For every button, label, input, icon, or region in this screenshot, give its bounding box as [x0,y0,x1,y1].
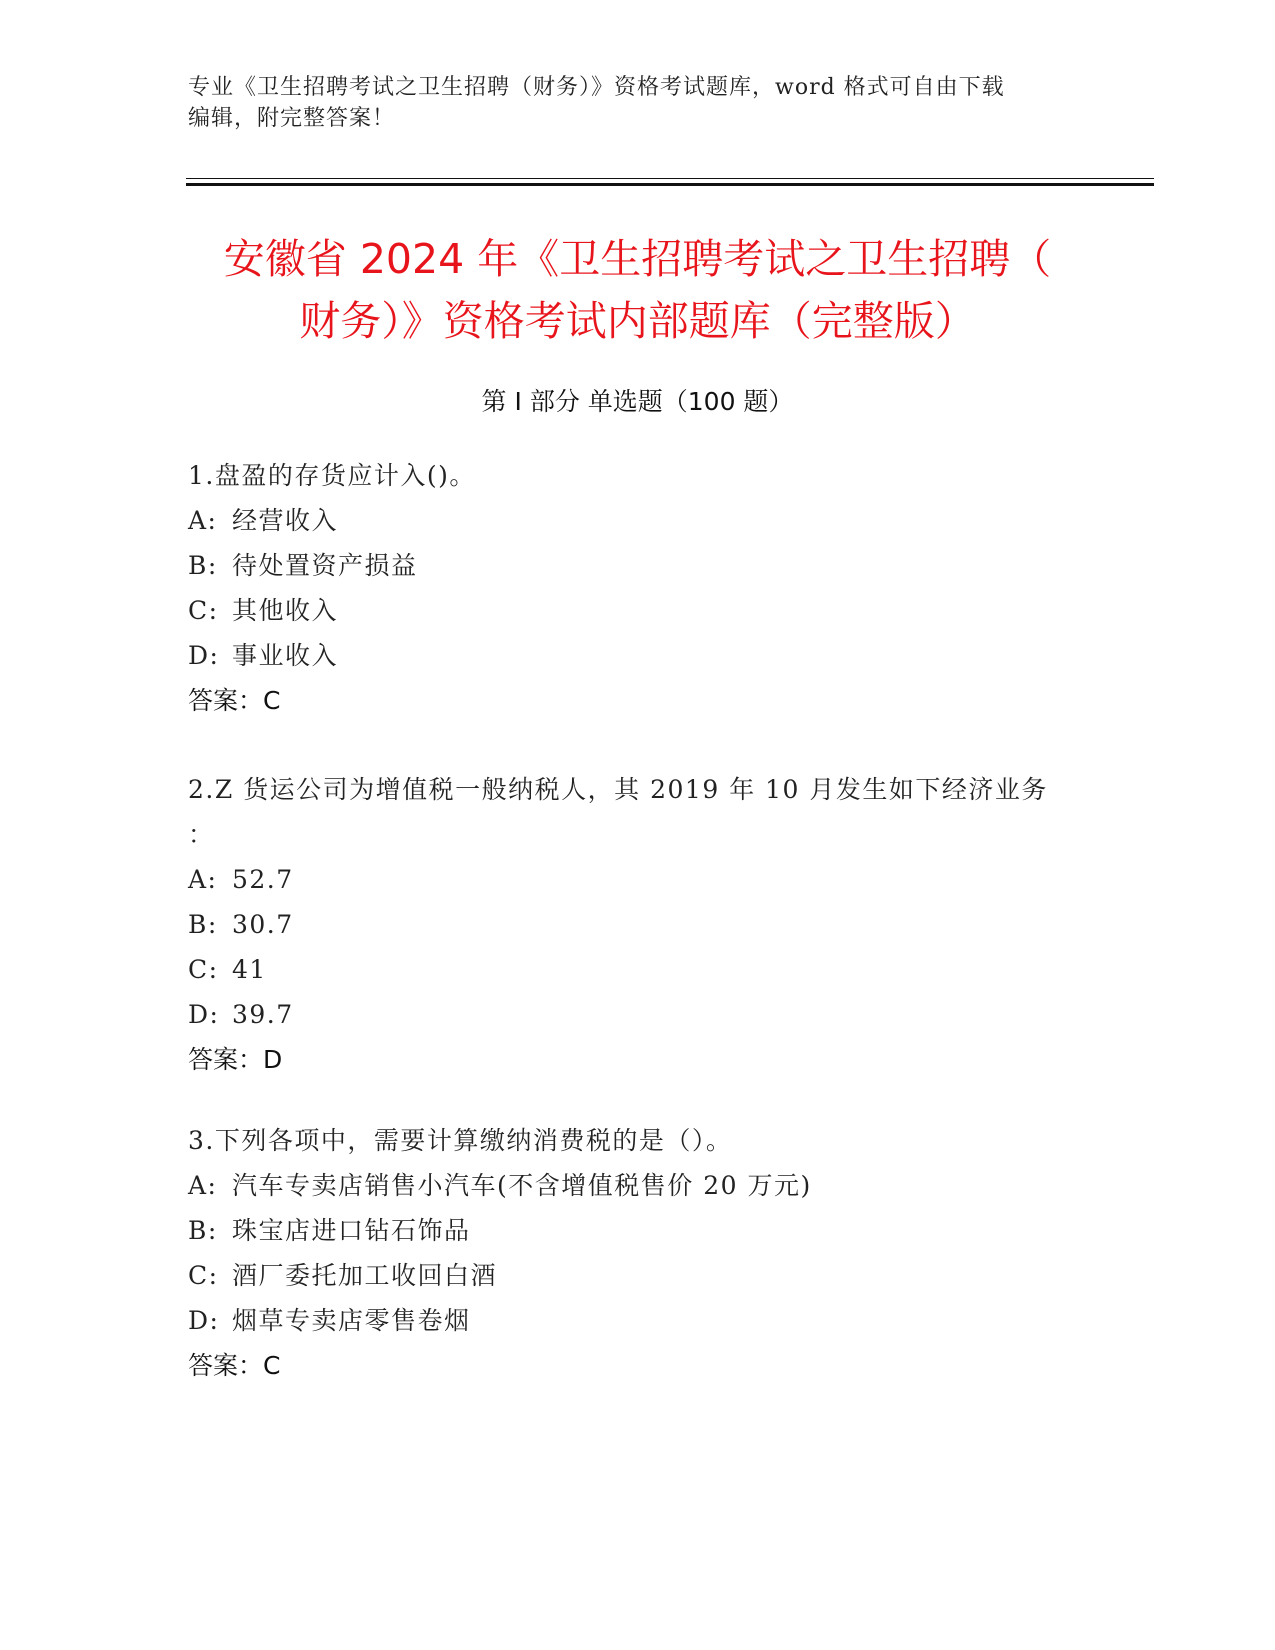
option-d [188,633,1188,678]
option-text: 事业收入 [232,641,339,670]
document-title [160,228,1115,352]
option-c [188,947,1188,992]
answer-line: 答案：C [188,1351,281,1380]
question-2 [188,767,1188,1082]
option-letter: B: [188,910,218,939]
document-title-line-1: 安徽省 2024 年《卫生招聘考试之卫生招聘（ [223,235,1052,283]
document-title-line-2: 财务）》资格考试内部题库（完整版） [299,297,976,345]
option-text: 酒厂委托加工收回白酒 [232,1261,498,1290]
option-text: 待处置资产损益 [232,551,418,580]
option-text: 烟草专卖店零售卷烟 [232,1306,471,1335]
option-text: 30.7 [232,910,294,939]
question-3 [188,1118,1188,1388]
option-letter: A: [188,1171,218,1200]
question-stem: 2.Z 货运公司为增值税一般纳税人，其 2019 年 10 月发生如下经济业务 [188,775,1048,804]
header-note-line-2: 编辑，附完整答案！ [188,106,396,131]
question-stem: 3.下列各项中，需要计算缴纳消费税的是（）。 [188,1126,733,1155]
option-text: 41 [232,955,267,984]
option-text: 52.7 [232,865,294,894]
option-letter: C: [188,1261,219,1290]
option-letter: C: [188,955,219,984]
option-letter: D: [188,1306,220,1335]
question-stem: 1.盘盈的存货应计入()。 [188,461,476,490]
option-text: 39.7 [232,1000,294,1029]
answer-line: 答案：C [188,686,281,715]
option-c [188,588,1188,633]
question-1 [188,453,1188,723]
header-divider-thick [186,183,1154,186]
option-a [188,857,1188,902]
option-text: 其他收入 [232,596,339,625]
section-heading: 第 I 部分 单选题（100 题） [481,387,794,416]
option-text: 珠宝店进口钻石饰品 [232,1216,471,1245]
option-b [188,543,1188,588]
option-letter: A: [188,865,218,894]
option-b [188,1208,1188,1253]
option-a [188,498,1188,543]
option-letter: B: [188,551,218,580]
option-c [188,1253,1188,1298]
option-d [188,992,1188,1037]
option-text: 经营收入 [232,506,339,535]
header-note-line-1: 专业《卫生招聘考试之卫生招聘（财务）》资格考试题库，word 格式可自由下载 [188,75,1005,100]
option-letter: B: [188,1216,218,1245]
option-letter: A: [188,506,218,535]
header-divider-thin [186,178,1154,179]
question-stem-continuation: ： [188,820,215,849]
answer-line: 答案：D [188,1045,283,1074]
option-letter: C: [188,596,219,625]
option-a [188,1163,1188,1208]
option-text: 汽车专卖店销售小汽车(不含增值税售价 20 万元) [232,1171,812,1200]
header-note [188,72,1088,134]
option-b [188,902,1188,947]
option-d [188,1298,1188,1343]
option-letter: D: [188,1000,220,1029]
option-letter: D: [188,641,220,670]
